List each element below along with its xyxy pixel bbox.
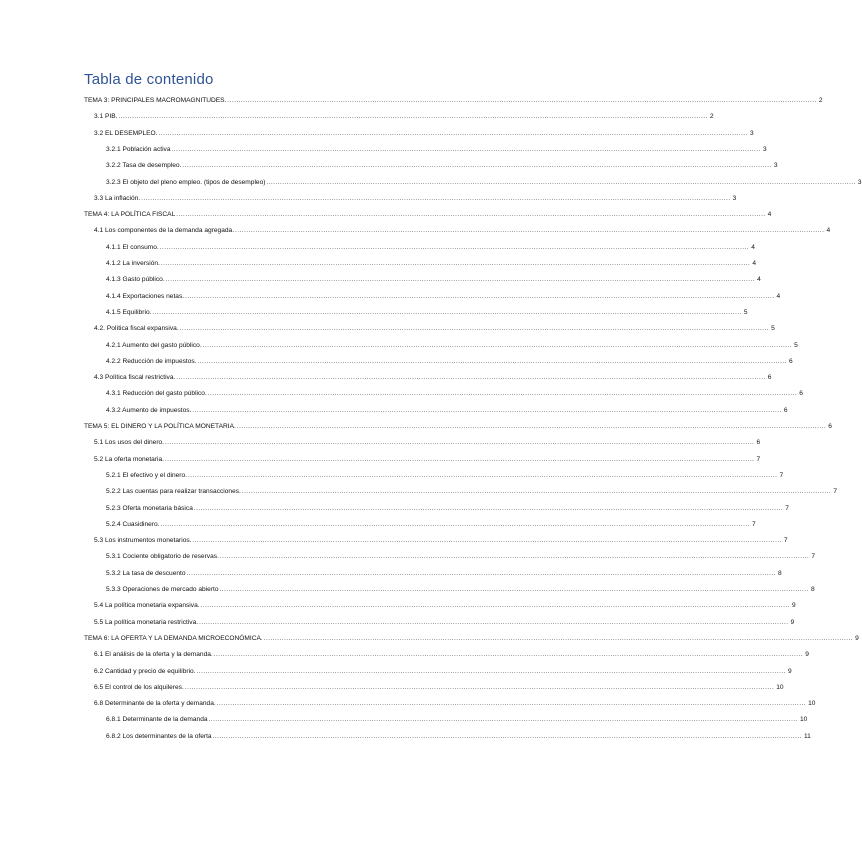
toc-entry-text: 4.1.1 El consumo. [106, 243, 159, 251]
toc-entry-text: 5.1 Los usos del dinero. [94, 439, 165, 447]
toc-leader-dots: .................................................................................................................................................................................................................................................................... [208, 717, 798, 724]
toc-leader-dots: .................................................................................................................................................................................................................................................................... [160, 261, 751, 267]
toc-entry-page: 4 [826, 227, 831, 235]
toc-entry-page: 6 [756, 439, 761, 447]
toc-entry-text: 4.3.2 Aumento de impuestos. [106, 406, 192, 414]
toc-entry[interactable] [106, 240, 755, 252]
toc-entry[interactable] [106, 484, 837, 496]
toc-entry[interactable] [106, 549, 815, 561]
toc-leader-dots: .................................................................................................................................................................................................................................................................... [199, 619, 789, 626]
toc-entry-page: 8 [777, 569, 782, 577]
toc-entry-text: 4.1 Los componentes de la demanda agregada. [94, 227, 235, 235]
toc-entry-page: 10 [799, 716, 808, 724]
toc-entry[interactable] [106, 142, 767, 154]
toc-entry[interactable] [94, 223, 831, 235]
toc-leader-dots: .................................................................................................................................................................................................................................................................... [236, 424, 827, 430]
toc-entry-text: TEMA 6: LA OFERTA Y LA DEMANDA MICROECONÓMICA. [84, 634, 263, 642]
toc-entry[interactable] [106, 403, 788, 415]
toc-entry[interactable] [94, 680, 784, 692]
toc-leader-dots: .................................................................................................................................................................................................................................................................... [235, 228, 825, 235]
toc-entry-page: 4 [757, 276, 761, 284]
toc-entry-text: 4.3.1 Reducción del gasto público. [106, 390, 207, 398]
toc-entry[interactable] [94, 533, 788, 545]
toc-entry-page: 6 [783, 406, 788, 414]
toc-entry-page: 10 [776, 683, 784, 691]
toc-entry-text: 3.1 PIB. [94, 113, 118, 121]
toc-entry[interactable] [106, 729, 811, 741]
toc-entry[interactable] [84, 631, 859, 643]
toc-entry-page: 9 [792, 602, 796, 610]
toc-entry[interactable] [106, 158, 778, 170]
toc-entry-page: 4 [751, 243, 755, 251]
toc-leader-dots: .................................................................................................................................................................................................................................................................... [176, 375, 766, 382]
toc-entry[interactable] [94, 126, 754, 138]
toc-entry[interactable] [106, 289, 781, 301]
toc-entry-text: 4.3 Política fiscal restrictiva. [94, 374, 176, 382]
toc-entry-text: 5.4 La política monetaria expansiva. [94, 602, 200, 610]
toc-entry-text: 5.2.3 Oferta monetaria básica [106, 504, 193, 512]
toc-entry-text: 6.1 El análisis de la oferta y la demanda. [94, 651, 213, 659]
toc-leader-dots: .................................................................................................................................................................................................................................................................... [182, 163, 772, 170]
toc-entry[interactable] [106, 468, 784, 480]
toc-entry-page: 6 [799, 390, 803, 398]
toc-entry-text: 5.3.1 Cociente obligatorio de reservas. [106, 553, 219, 561]
toc-entry-text: 5.3.3 Operaciones de mercado abierto [106, 586, 219, 593]
toc-entry[interactable] [106, 712, 808, 724]
toc-entry-text: 5.2.4 Cuasidinero. [106, 520, 160, 528]
toc-entry[interactable] [106, 517, 756, 529]
toc-entry-page: 9 [855, 634, 859, 642]
toc-entry-page: 7 [833, 488, 837, 496]
toc-entry-text: 4.1.5 Equilibrio. [106, 308, 152, 316]
toc-entry-text: 6.8 Determinante de la oferta y demanda. [94, 700, 216, 708]
toc-entry[interactable] [94, 647, 809, 659]
toc-entry-page: 7 [785, 504, 789, 512]
toc-entry-page: 6 [788, 357, 793, 365]
toc-leader-dots: .................................................................................................................................................................................................................................................................... [184, 684, 775, 691]
toc-entry-page: 7 [779, 471, 784, 479]
toc-leader-dots: .................................................................................................................................................................................................................................................................... [266, 179, 856, 186]
toc-leader-dots: .................................................................................................................................................................................................................................................................... [196, 668, 786, 675]
toc-entry-page: 7 [811, 553, 815, 561]
toc-entry[interactable] [106, 566, 782, 578]
toc-leader-dots: .................................................................................................................................................................................................................................................................... [192, 407, 782, 414]
toc-leader-dots: .................................................................................................................................................................................................................................................................... [159, 244, 750, 251]
toc-entry[interactable] [94, 696, 816, 708]
toc-entry-text: 5.3 Los instrumentos monetarios. [94, 537, 192, 545]
toc-entry-page: 4 [752, 260, 756, 267]
toc-leader-dots: .................................................................................................................................................................................................................................................................... [179, 326, 770, 333]
toc-entry[interactable] [94, 598, 796, 610]
toc-entry-page: 6 [828, 423, 832, 430]
toc-leader-dots: .................................................................................................................................................................................................................................................................... [193, 505, 784, 512]
toc-entry-text: 6.8.1 Determinante de la demanda [106, 716, 208, 724]
toc-entry-text: 5.2 La oferta monetaria. [94, 455, 165, 463]
toc-entry[interactable] [94, 664, 792, 676]
toc-entry[interactable] [94, 370, 772, 382]
toc-entry-page: 3 [773, 162, 778, 170]
toc-entry-text: TEMA 3: PRINCIPALES MACROMAGNITUDES. [84, 97, 227, 104]
toc-entry-page: 2 [818, 97, 823, 104]
toc-leader-dots: .................................................................................................................................................................................................................................................................... [165, 277, 756, 284]
toc-entry-text: 4.2. Política fiscal expansiva. [94, 325, 179, 333]
toc-leader-dots: .................................................................................................................................................................................................................................................................... [141, 195, 731, 202]
toc-leader-dots: .................................................................................................................................................................................................................................................................... [160, 521, 750, 528]
toc-leader-dots: .................................................................................................................................................................................................................................................................... [165, 440, 755, 447]
toc-entry-page: 8 [810, 586, 815, 593]
toc-entry-page: 7 [756, 455, 761, 463]
toc-leader-dots: .................................................................................................................................................................................................................................................................... [186, 570, 776, 577]
toc-entry[interactable] [94, 435, 761, 447]
toc-title: Tabla de contenido [84, 71, 214, 88]
toc-entry[interactable] [106, 338, 798, 350]
toc-entry-page: 4 [767, 211, 772, 219]
toc-entry-text: 3.2.3 El objeto del pleno empleo. (tipos de desempleo) [106, 178, 266, 186]
toc-entry-text: 3.2.1 Población activa [106, 145, 171, 153]
toc-entry-text: 4.1.3 Gasto público. [106, 276, 165, 284]
toc-entry-text: TEMA 5: EL DINERO Y LA POLÍTICA MONETARIA. [84, 423, 236, 430]
toc-leader-dots: .................................................................................................................................................................................................................................................................... [202, 342, 793, 349]
toc-entry-text: 4.1.4 Exportaciones netas. [106, 292, 185, 300]
toc-leader-dots: .................................................................................................................................................................................................................................................................... [212, 733, 802, 740]
toc-entry[interactable] [106, 501, 789, 513]
toc-leader-dots: .................................................................................................................................................................................................................................................................... [241, 489, 832, 496]
toc-entry[interactable] [94, 452, 761, 464]
toc-entry-page: 10 [808, 700, 816, 708]
toc-leader-dots: .................................................................................................................................................................................................................................................................... [216, 701, 807, 708]
toc-entry-text: 6.2 Cantidad y precio de equilibrio. [94, 667, 196, 675]
toc-entry[interactable] [106, 305, 748, 317]
toc-entry-page: 7 [783, 537, 788, 545]
toc-entry[interactable] [94, 615, 795, 627]
toc-entry-page: 2 [709, 113, 714, 121]
toc-entry[interactable] [106, 386, 803, 398]
toc-entry[interactable] [94, 109, 714, 121]
toc-entry-text: TEMA 4: LA POLÍTICA FISCAL [84, 211, 176, 219]
toc-leader-dots: .................................................................................................................................................................................................................................................................... [158, 130, 748, 137]
toc-leader-dots: .................................................................................................................................................................................................................................................................... [263, 635, 854, 642]
toc-entry-page: 4 [776, 292, 781, 300]
toc-leader-dots: .................................................................................................................................................................................................................................................................... [176, 212, 766, 219]
toc-entry-page: 3 [732, 194, 737, 202]
toc-entry-page: 9 [790, 618, 795, 626]
toc-entry[interactable] [94, 321, 775, 333]
toc-leader-dots: .................................................................................................................................................................................................................................................................... [213, 652, 804, 659]
toc-entry-text: 5.3.2 La tasa de descuento [106, 569, 186, 577]
toc-entry-text: 3.3 La inflación. [94, 194, 141, 202]
toc-leader-dots: .................................................................................................................................................................................................................................................................... [165, 456, 755, 463]
toc-leader-dots: .................................................................................................................................................................................................................................................................... [192, 538, 782, 545]
toc-entry-text: 5.2.2 Las cuentas para realizar transacciones. [106, 488, 241, 496]
toc-leader-dots: .................................................................................................................................................................................................................................................................... [118, 114, 708, 121]
toc-leader-dots: .................................................................................................................................................................................................................................................................... [185, 293, 775, 300]
toc-entry-text: 4.1.2 La inversión. [106, 260, 160, 267]
toc-entry-page: 11 [804, 732, 811, 740]
toc-leader-dots: .................................................................................................................................................................................................................................................................... [227, 98, 817, 104]
toc-entry[interactable] [106, 354, 793, 366]
toc-leader-dots: .................................................................................................................................................................................................................................................................... [171, 146, 761, 153]
toc-leader-dots: .................................................................................................................................................................................................................................................................... [152, 309, 742, 316]
toc-entry-text: 6.5 El control de los alquileres. [94, 683, 184, 691]
toc-entry-page: 9 [805, 651, 809, 659]
toc-leader-dots: .................................................................................................................................................................................................................................................................... [188, 472, 778, 479]
toc-entry-page: 5 [743, 308, 748, 316]
toc-leader-dots: .................................................................................................................................................................................................................................................................... [207, 391, 798, 398]
toc-entry-page: 3 [857, 178, 862, 186]
toc-entry-text: 3.2 EL DESEMPLEO. [94, 129, 158, 137]
toc-entry-page: 9 [787, 667, 792, 675]
toc-entry[interactable] [106, 175, 862, 187]
toc-entry-page: 3 [762, 145, 767, 153]
toc-entry[interactable] [106, 272, 761, 284]
toc-entry-text: 3.2.2 Tasa de desempleo. [106, 162, 182, 170]
toc-entry-text: 6.8.2 Los determinantes de la oferta [106, 732, 212, 740]
toc-entry[interactable] [106, 582, 815, 594]
toc-entry-text: 4.2.2 Reducción de impuestos. [106, 357, 197, 365]
toc-entry-text: 5.2.1 El efectivo y el dinero. [106, 471, 188, 479]
toc-entry[interactable] [106, 256, 756, 268]
toc-entry-text: 5.5 La política monetaria restrictiva. [94, 618, 199, 626]
toc-entry-page: 7 [751, 520, 756, 528]
toc-leader-dots: .................................................................................................................................................................................................................................................................... [197, 358, 787, 365]
toc-entry-page: 6 [767, 374, 772, 382]
toc-entry[interactable] [94, 191, 737, 203]
toc-entry[interactable] [84, 419, 832, 431]
toc-entry-page: 3 [749, 129, 754, 137]
toc-leader-dots: .................................................................................................................................................................................................................................................................... [219, 554, 810, 561]
toc-entry[interactable] [84, 93, 823, 105]
toc-leader-dots: .................................................................................................................................................................................................................................................................... [200, 603, 790, 610]
toc-entry-text: 4.2.1 Aumento del gasto público. [106, 341, 202, 349]
toc-leader-dots: .................................................................................................................................................................................................................................................................... [219, 587, 809, 593]
toc-entry-page: 5 [771, 325, 775, 333]
toc-entry[interactable] [84, 207, 772, 219]
toc-entry-page: 5 [794, 341, 798, 349]
